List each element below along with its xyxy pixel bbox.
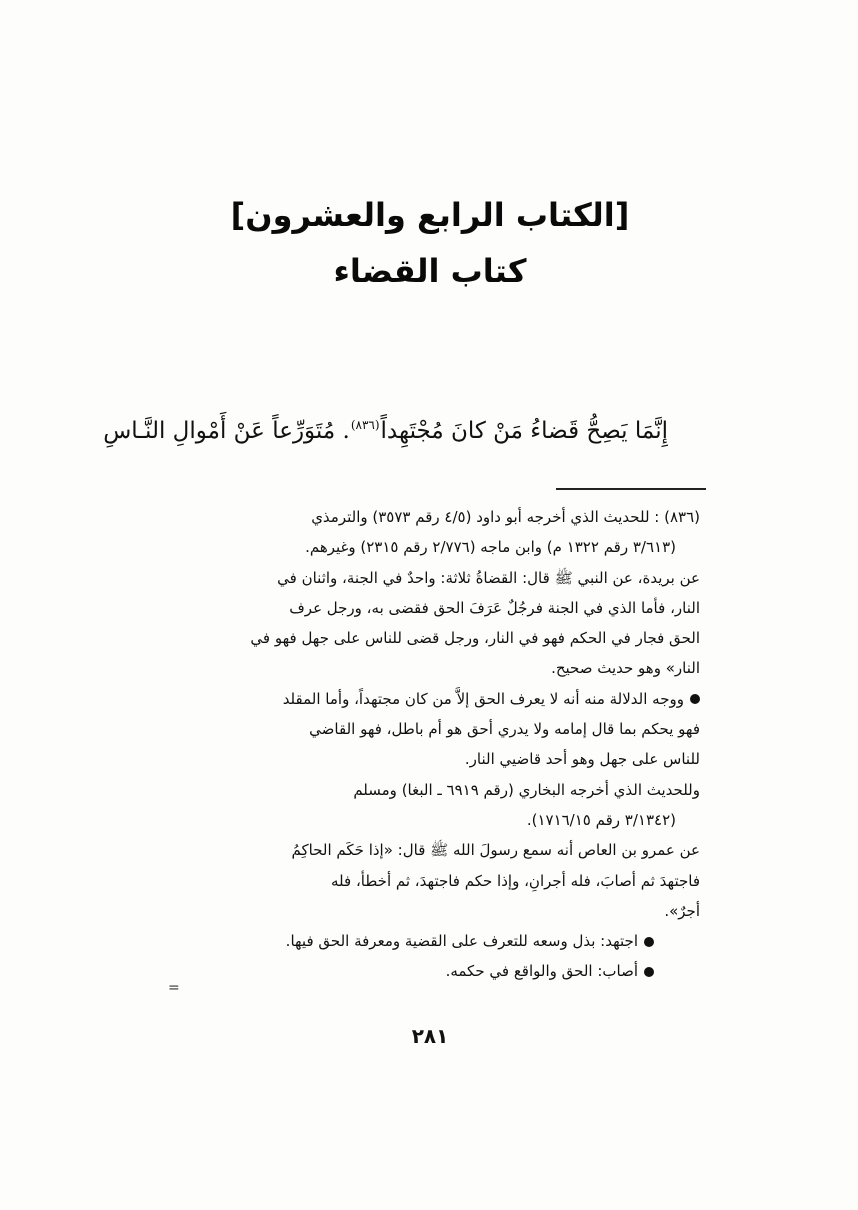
footnote-separator (556, 488, 706, 490)
footnote-block (170, 502, 700, 987)
verse-part-1: إِنَّمَا يَصِحُّ قَضاءُ مَنْ كانَ مُجْتَهِداً (380, 418, 668, 444)
footnote-line: (٣/٦١٣ رقم ١٣٢٢ م) وابن ماجه (٢/٧٧٦ رقم ٢٣١٥) وغيرهم. (305, 538, 676, 557)
footnote-line: فاجتهدَ ثم أصابَ، فله أجرانِ، وإذا حكم فاجتهدَ، ثم أخطأ، فله (331, 871, 700, 890)
footnote-line-text: أصاب: الحق والواقع في حكمه. (445, 962, 638, 981)
book-title-heading: كتاب القضاء (333, 252, 527, 290)
footnote-line: عن عمرو بن العاص أنه سمع رسولَ الله ﷺ قال: «إذا حَكَم الحاكِمُ (291, 841, 700, 860)
footnote-line: النار» وهو حديث صحيح. (551, 659, 700, 678)
main-text-verse (103, 418, 668, 444)
footnote-line: للناس على جهل وهو أحد قاضيي النار. (464, 750, 700, 769)
footnote-line: (٣/١٣٤٢ رقم ١٧١٦/١٥). (526, 810, 676, 829)
footnote-bullet-line (170, 926, 700, 956)
bullet-icon (690, 694, 700, 704)
footnote-line: النار، فأما الذي في الجنة فرجُلٌ عَرَفَ الحق فقضى به، ورجل عرف (289, 598, 700, 617)
footnote-line: (٨٣٦) : للحديث الذي أخرجه أبو داود (٤/٥ رقم ٣٥٧٣) والترمذي (311, 508, 700, 526)
bullet-icon (644, 967, 654, 977)
book-number-heading: [الكتاب الرابع والعشرون] (230, 196, 630, 234)
footnote-line: فهو يحكم بما قال إمامه ولا يدري أحق هو أم باطل، فهو القاضي (309, 720, 700, 739)
margin-mark: = (168, 980, 180, 996)
footnote-line: الحق فجار في الحكم فهو في النار، ورجل قضى للناس على جهل فهو في (250, 629, 700, 648)
verse-part-2: . مُتَوَرِّعاً عَنْ أَمْوالِ النَّـاسِ (103, 418, 350, 444)
footnote-line: أجرٌ». (664, 901, 700, 920)
footnote-reference[interactable]: (٨٣٦) (350, 418, 380, 433)
footnote-line: وللحديث الذي أخرجه البخاري (رقم ٦٩١٩ ـ البغا) ومسلم (353, 780, 700, 799)
footnote-line: عن بريدة، عن النبي ﷺ قال: القضاةُ ثلاثة: واحدٌ في الجنة، واثنان في (277, 568, 700, 587)
footnote-bullet-line (170, 956, 700, 986)
page-number: ٢٨١ (411, 1024, 449, 1048)
footnote-line-text: اجتهد: بذل وسعه للتعرف على القضية ومعرفة الحق فيها. (285, 932, 638, 951)
bullet-icon (644, 937, 654, 947)
footnote-bullet-line (170, 684, 700, 714)
footnote-line-text: ووجه الدلالة منه أنه لا يعرف الحق إلاَّ من كان مجتهداً، وأما المقلد (282, 689, 684, 708)
